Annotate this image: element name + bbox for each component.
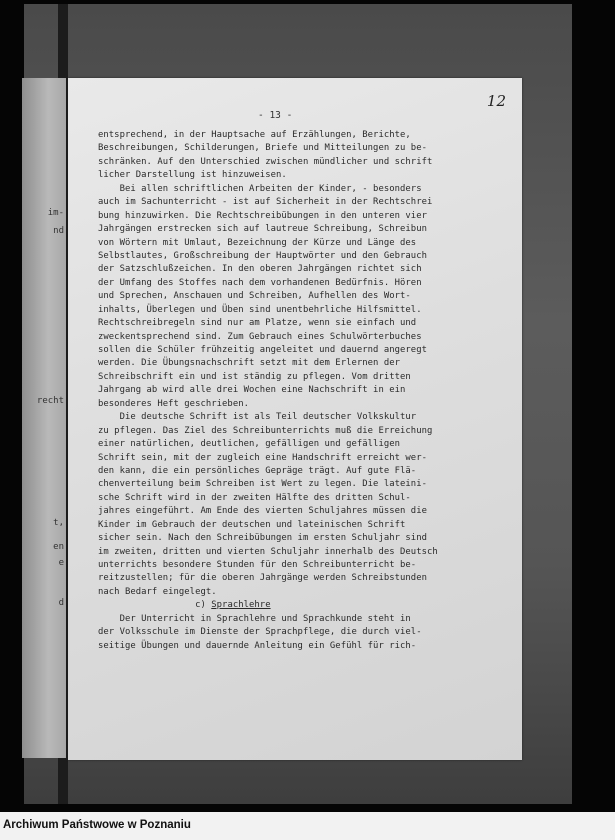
text-line: Jahrgang ab wird alle drei Wochen eine Nachschrift in ein	[98, 385, 406, 396]
text-line: der Umfang des Stoffes nach dem vorhandenen Bedürfnis. Hören	[98, 277, 422, 288]
text-line: Schreibschrift ein und ist ständig zu pflegen. Vom dritten	[98, 371, 411, 382]
text-line: den kann, die ein persönliches Gepräge trägt. Auf gute Flä-	[98, 465, 417, 476]
text-line: von Wörtern mit Umlaut, Bezeichnung der Kürze und Länge des	[98, 237, 417, 248]
text-line: werden. Die Übungsnachschrift setzt mit dem Erlernen der	[98, 358, 401, 369]
text-line: im zweiten, dritten und vierten Schuljahr innerhalb des Deutsch	[98, 546, 438, 557]
under-page-fragment: im-	[47, 208, 64, 218]
under-page-fragment: recht	[36, 396, 64, 406]
text-line: einer natürlichen, deutlichen, gefälligen und gefälligen	[98, 439, 401, 450]
text-line: Die deutsche Schrift ist als Teil deutscher Volkskultur	[98, 412, 417, 423]
section-heading: Sprachlehre	[211, 600, 271, 611]
under-page-fragment: d	[58, 598, 64, 608]
text-line: entsprechend, in der Hauptsache auf Erzählungen, Berichte,	[98, 130, 411, 140]
text-line: Schrift sein, mit der zugleich eine Handschrift erreicht wer-	[98, 452, 427, 463]
under-page-fragment: en	[53, 542, 64, 552]
archive-name: Archiwum Państwowe w Poznaniu	[3, 819, 191, 831]
text-line: inhalts, Überlegen und Üben sind unentbehrliche Hilfsmittel.	[98, 304, 422, 315]
text-line: sicher sein. Nach den Schreibübungen im ersten Schuljahr sind	[98, 533, 427, 544]
text-line: der Satzschlußzeichen. In den oberen Jahrgängen richtet sich	[98, 264, 422, 275]
text-line: und Sprechen, Anschauen und Schreiben, Aufhellen des Wort-	[98, 291, 411, 302]
text-line: unterrichts besondere Stunden für den Schreibunterricht be-	[98, 560, 417, 570]
handwritten-folio-number: 12	[486, 92, 506, 110]
text-line: sollen die Schüler frühzeitig angeleitet und dauernd angeregt	[98, 345, 427, 355]
section-heading-line	[98, 599, 518, 612]
text-line: licher Darstellung ist hinzuweisen.	[98, 170, 287, 181]
text-line: auch im Sachunterricht - ist auf Sicherheit in der Rechtschrei	[98, 197, 433, 208]
text-line: Jahrgängen erstrecken sich auf lautreue Schreibung, Schreibun	[98, 224, 427, 235]
page-number: - 13 -	[258, 110, 293, 121]
text-line: Bei allen schriftlichen Arbeiten der Kinder, - besonders	[98, 183, 422, 194]
underlying-page-edge	[22, 78, 66, 758]
text-line: jahres eingeführt. Am Ende des vierten Schuljahres müssen die	[98, 506, 427, 517]
text-line: Rechtschreibregeln sind nur am Platze, wenn sie einfach und	[98, 318, 417, 329]
text-line: zu pflegen. Das Ziel des Schreibunterrichts muß die Erreichung	[98, 425, 433, 436]
text-line: besonderes Heft geschrieben.	[98, 398, 250, 409]
text-line: seitige Übungen und dauernde Anleitung ein Gefühl für rich-	[98, 640, 417, 651]
text-line: nach Bedarf eingelegt.	[98, 586, 217, 597]
text-line: sche Schrift wird in der zweiten Hälfte des dritten Schul-	[98, 492, 411, 503]
typed-body-text	[98, 129, 518, 653]
text-line: zweckentsprechend sind. Zum Gebrauch eines Schulwörterbuches	[98, 331, 422, 342]
text-line: der Volksschule im Dienste der Sprachpflege, die durch viel-	[98, 627, 422, 638]
under-page-fragment: t,	[53, 518, 64, 528]
text-line: reitzustellen; für die oberen Jahrgänge werden Schreibstunden	[98, 573, 427, 584]
text-line: Beschreibungen, Schilderungen, Briefe und Mitteilungen zu be-	[98, 143, 427, 154]
text-line: Selbstlautes, Großschreibung der Hauptwörter und den Gebrauch	[98, 250, 427, 261]
text-line: chenverteilung beim Schreiben ist Wert zu legen. Die lateini-	[98, 479, 427, 490]
text-line: bung hinzuwirken. Die Rechtschreibübungen in den unteren vier	[98, 210, 427, 221]
archive-footer	[0, 812, 615, 840]
section-heading-prefix: c)	[195, 600, 212, 611]
text-line: Der Unterricht in Sprachlehre und Sprachkunde steht in	[98, 613, 411, 624]
under-page-fragment: e	[58, 558, 64, 568]
text-line: Kinder im Gebrauch der deutschen und lateinischen Schrift	[98, 519, 406, 530]
under-page-fragment: nd	[53, 226, 64, 236]
text-line: schränken. Auf den Unterschied zwischen mündlicher und schrift	[98, 156, 433, 167]
